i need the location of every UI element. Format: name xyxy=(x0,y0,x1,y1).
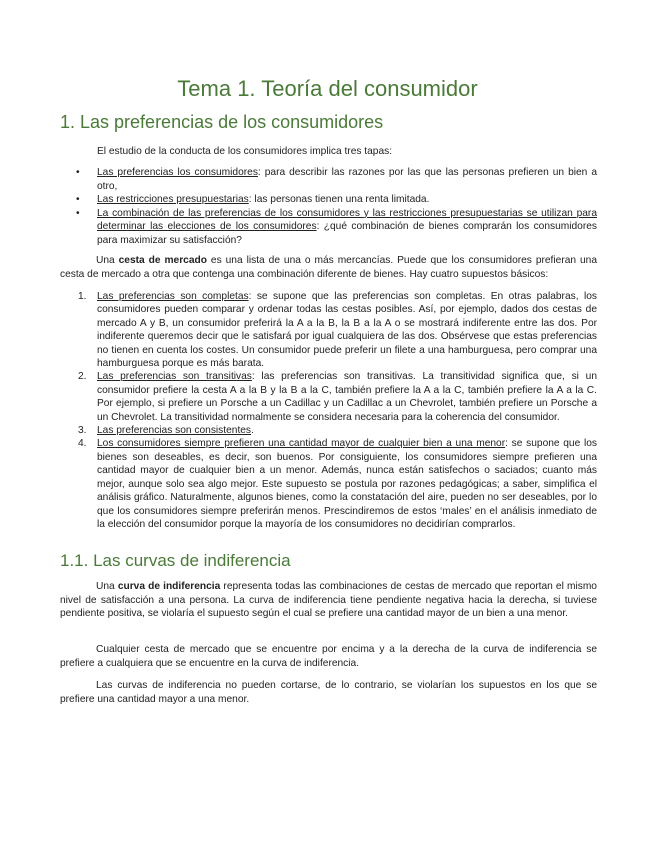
paragraph-no-crossing: Las curvas de indiferencia no pueden cortarse, de lo contrario, se violarían los supuestos en los que se prefiere una cantidad mayor a una menor. xyxy=(60,680,597,705)
item-text: . xyxy=(251,425,254,437)
bullet-underlined: Las restricciones presupuestarias xyxy=(97,194,249,206)
bullet-dot-icon: • xyxy=(76,194,80,206)
numbered-item xyxy=(60,370,597,424)
bullet-item xyxy=(60,207,597,248)
item-number: 4. xyxy=(78,438,87,450)
text-run: es una lista de una o más mercancías. Puede que los consumidores prefieran una cesta de mercado a otra que contenga una combinación diferente de bienes. Hay cuatro supuestos básicos: xyxy=(60,255,597,280)
section-1-1-heading: 1.1. Las curvas de indiferencia xyxy=(60,551,291,570)
item-number: 3. xyxy=(78,425,87,437)
text-run: representa todas las combinaciones de cestas de mercado que reportan el mismo nivel de satisfacción a una persona. La curva de indiferencia tiene pendiente negativa hacia la derecha, si tuviese pendiente positiva, se violaría el supuesto según el cual se prefiere una cantidad mayor de un bien a una menor. xyxy=(60,581,597,620)
section-1-intro: El estudio de la conducta de los consumidores implica tres tapas: xyxy=(97,146,393,157)
bold-term: curva de indiferencia xyxy=(117,581,221,592)
item-underlined: Las preferencias son completas xyxy=(97,291,249,302)
item-number: 1. xyxy=(78,291,87,302)
item-text: : se supone que los bienes son deseables, es decir, son buenos. Por consiguiente, los consumidores siempre prefieren una cantidad mayor de cualquier bien a un menor. Además, nunca están satisfechos o saciados; cuanto más mejor, aunque solo sea algo mejor. Este supuesto se postula por razones pedagógicas; a saber, simplifica el análisis gráfico. Naturalmente, algunos bienes, como la constatación del aire, pueden no ser deseables, por lo que los consumidores siempre preferirán menos. Prescindiremos de estos ‘males’ en el análisis inmediato de la elección del consumidor porque la mayoría de los consumidores no decidirían comprarlos. xyxy=(97,438,598,530)
item-underlined: Los consumidores siempre prefieren una cantidad mayor de cualquier bien a una menor xyxy=(97,438,506,450)
cesta-paragraph xyxy=(60,254,597,281)
bullet-item xyxy=(60,166,597,193)
numbered-item xyxy=(60,424,597,437)
bullet-text: : las personas tienen una renta limitada. xyxy=(248,194,430,206)
bullet-underlined: Las preferencias los consumidores xyxy=(97,167,258,178)
numbered-item xyxy=(60,437,597,531)
bullet-item xyxy=(60,193,597,207)
text-run: Una xyxy=(96,581,118,592)
bullet-list xyxy=(60,166,597,248)
item-text: : se supone que las preferencias son completas. En otras palabras, los consumidores pueden comparar y ordenar todas las cestas posibles. Así, por ejemplo, dados dos cestas de mercado A y B, un consumidor preferirá la A a la B, la B a la A o se mostrará indiferente entre las dos. Por indiferente queremos decir que le satisfará por igual cualquiera de las dos. Obsérvese que estas preferencias no tienen en cuenta los costes. Un consumidor puede preferir un filete a una hamburguesa, pero comprar una hamburguesa porque es más barata. xyxy=(97,291,597,370)
bullet-dot-icon: • xyxy=(76,167,80,178)
text-run: Una xyxy=(96,255,119,266)
bold-term: cesta de mercado xyxy=(118,255,207,266)
item-underlined: Las preferencias son transitivas xyxy=(97,371,252,383)
bullet-text: : ¿qué combinación de bienes comprarán los consumidores para maximizar su satisfacción? xyxy=(97,221,598,246)
indiferencia-paragraph xyxy=(60,580,597,621)
bullet-underlined: La combinación de las preferencias de los consumidores y las restricciones presupuestarias se utilizan para determinar las elecciones de los consumidores xyxy=(97,207,597,233)
numbered-item xyxy=(60,290,597,370)
item-number: 2. xyxy=(78,371,87,383)
bullet-text: : para describir las razones por las que las personas prefieren un bien a otro, xyxy=(97,167,598,192)
bullet-dot-icon: • xyxy=(76,207,80,219)
page-title: Tema 1. Teoría del consumidor xyxy=(177,76,478,101)
section-1-heading: 1. Las preferencias de los consumidores xyxy=(60,112,384,132)
item-text: : las preferencias son transitivas. La transitividad significa que, si un consumidor prefiere la cesta A a la B y la B a la C, también prefiere la A a la C, también prefiere la A a la C. Por ejemplo, si prefiere un Porsche a un Cadillac y un Cadillac a un Chevrolet, también prefiere un Porsche a un Chevrolet. La transitividad normalmente se considera necesaria para la coherencia del consumidor. xyxy=(97,371,597,423)
numbered-list xyxy=(60,290,597,531)
item-underlined: Las preferencias son consistentes xyxy=(97,425,252,437)
paragraph-preferred-baskets: Cualquier cesta de mercado que se encuentre por encima y a la derecha de la curva de indiferencia se prefiere a cualquiera que se encuentre en la curva de indiferencia. xyxy=(60,644,597,669)
